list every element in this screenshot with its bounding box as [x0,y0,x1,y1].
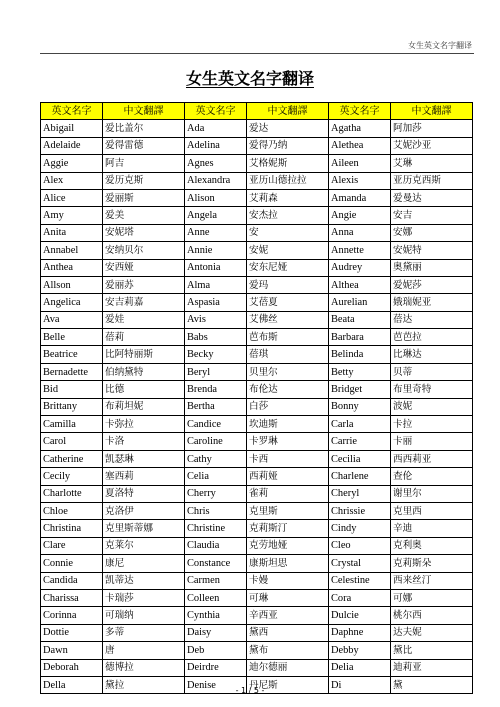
chinese-translation-cell: 蓓琪 [247,346,329,363]
chinese-translation-cell: 阿加莎 [391,120,473,137]
english-name-cell: Alma [185,276,247,293]
english-name-cell: Annie [185,242,247,259]
chinese-translation-cell: 蓓莉 [103,329,185,346]
english-name-cell: Cindy [329,520,391,537]
english-name-cell: Carla [329,416,391,433]
table-row [41,537,473,554]
english-name-cell: Barbara [329,329,391,346]
chinese-translation-cell: 多蒂 [103,624,185,641]
english-name-cell: Alison [185,189,247,206]
table-row [41,259,473,276]
table-row [41,120,473,137]
chinese-translation-cell: 克莱尔 [103,537,185,554]
chinese-translation-cell: 可瑞纳 [103,607,185,624]
table-row [41,294,473,311]
chinese-translation-cell: 克莉斯汀 [247,520,329,537]
english-name-cell: Aspasia [185,294,247,311]
chinese-translation-cell: 卡弥拉 [103,416,185,433]
chinese-translation-cell: 白莎 [247,398,329,415]
chinese-translation-cell: 布伦达 [247,381,329,398]
english-name-cell: Daphne [329,624,391,641]
table-header-row [41,103,473,120]
table-row [41,642,473,659]
english-name-cell: Abigail [41,120,103,137]
chinese-translation-cell: 克里西 [391,502,473,519]
chinese-translation-cell: 安西娅 [103,259,185,276]
english-name-cell: Brittany [41,398,103,415]
english-name-cell: Bid [41,381,103,398]
english-name-cell: Beryl [185,363,247,380]
chinese-translation-cell: 比琳达 [391,346,473,363]
table-row [41,172,473,189]
english-name-cell: Alexandra [185,172,247,189]
table-row [41,381,473,398]
english-name-cell: Catherine [41,450,103,467]
table-row [41,502,473,519]
table-row [41,155,473,172]
english-name-cell: Dulcie [329,607,391,624]
english-name-cell: Annette [329,242,391,259]
chinese-translation-cell: 艾琳 [391,155,473,172]
table-row [41,520,473,537]
chinese-translation-cell: 谢里尔 [391,485,473,502]
chinese-translation-cell: 亚历克西斯 [391,172,473,189]
chinese-translation-cell: 黛拉 [103,676,185,693]
column-header: 英文名字 [41,103,103,120]
chinese-translation-cell: 阿吉 [103,155,185,172]
english-name-cell: Anna [329,224,391,241]
english-name-cell: Aileen [329,155,391,172]
table-row [41,329,473,346]
english-name-cell: Angie [329,207,391,224]
chinese-translation-cell: 辛迪 [391,520,473,537]
english-name-cell: Corinna [41,607,103,624]
chinese-translation-cell: 克里斯 [247,502,329,519]
chinese-translation-cell: 康斯坦思 [247,555,329,572]
english-name-cell: Camilla [41,416,103,433]
chinese-translation-cell: 安 [247,224,329,241]
table-row [41,555,473,572]
chinese-translation-cell: 查伦 [391,468,473,485]
english-name-cell: Becky [185,346,247,363]
english-name-cell: Carrie [329,433,391,450]
chinese-translation-cell: 黛比 [391,642,473,659]
english-name-cell: Anita [41,224,103,241]
english-name-cell: Angelica [41,294,103,311]
chinese-translation-cell: 爱美 [103,207,185,224]
english-name-cell: Dottie [41,624,103,641]
chinese-translation-cell: 可琳 [247,589,329,606]
header-rule [40,53,474,54]
english-name-cell: Charissa [41,589,103,606]
chinese-translation-cell: 爱曼达 [391,189,473,206]
english-name-cell: Bonny [329,398,391,415]
english-name-cell: Cherry [185,485,247,502]
english-name-cell: Celia [185,468,247,485]
english-name-cell: Charlene [329,468,391,485]
english-name-cell: Candida [41,572,103,589]
english-name-cell: Annabel [41,242,103,259]
chinese-translation-cell: 卡拉 [391,416,473,433]
chinese-translation-cell: 伯纳黛特 [103,363,185,380]
table-row [41,346,473,363]
chinese-translation-cell: 克利奥 [391,537,473,554]
english-name-cell: Betty [329,363,391,380]
chinese-translation-cell: 蓓达 [391,311,473,328]
chinese-translation-cell: 安吉 [391,207,473,224]
english-name-cell: Brenda [185,381,247,398]
english-name-cell: Cecily [41,468,103,485]
chinese-translation-cell: 卡罗琳 [247,433,329,450]
chinese-translation-cell: 亚历山德拉拉 [247,172,329,189]
english-name-cell: Cheryl [329,485,391,502]
chinese-translation-cell: 康尼 [103,555,185,572]
english-name-cell: Beata [329,311,391,328]
table-row [41,416,473,433]
table-row [41,589,473,606]
chinese-translation-cell: 克劳地娅 [247,537,329,554]
english-name-cell: Althea [329,276,391,293]
column-header: 英文名字 [185,103,247,120]
names-table [40,102,473,694]
chinese-translation-cell: 凯瑟琳 [103,450,185,467]
table-row [41,572,473,589]
english-name-cell: Debby [329,642,391,659]
chinese-translation-cell: 艾莉森 [247,189,329,206]
english-name-cell: Adelina [185,137,247,154]
table-row [41,450,473,467]
chinese-translation-cell: 安东尼娅 [247,259,329,276]
chinese-translation-cell: 比德 [103,381,185,398]
english-name-cell: Claudia [185,537,247,554]
english-name-cell: Christina [41,520,103,537]
chinese-translation-cell: 唐 [103,642,185,659]
english-name-cell: Bertha [185,398,247,415]
chinese-translation-cell: 凯蒂达 [103,572,185,589]
english-name-cell: Deb [185,642,247,659]
chinese-translation-cell: 安娜 [391,224,473,241]
chinese-translation-cell: 爱得雷德 [103,137,185,154]
page-header-title: 女生英文名字翻译 [408,41,472,50]
chinese-translation-cell: 德博拉 [103,659,185,676]
chinese-translation-cell: 爱得乃纳 [247,137,329,154]
english-name-cell: Anne [185,224,247,241]
english-name-cell: Chrissie [329,502,391,519]
chinese-translation-cell: 比阿特丽斯 [103,346,185,363]
table-row [41,398,473,415]
chinese-translation-cell: 黛西 [247,624,329,641]
english-name-cell: Alex [41,172,103,189]
english-name-cell: Clare [41,537,103,554]
english-name-cell: Cecilia [329,450,391,467]
chinese-translation-cell: 安妮塔 [103,224,185,241]
chinese-translation-cell: 辛西亚 [247,607,329,624]
chinese-translation-cell: 西西莉亚 [391,450,473,467]
table-row [41,433,473,450]
chinese-translation-cell: 安杰拉 [247,207,329,224]
chinese-translation-cell: 安妮特 [391,242,473,259]
english-name-cell: Bernadette [41,363,103,380]
chinese-translation-cell: 娥瑞妮亚 [391,294,473,311]
english-name-cell: Chloe [41,502,103,519]
english-name-cell: Christine [185,520,247,537]
english-name-cell: Crystal [329,555,391,572]
english-name-cell: Agnes [185,155,247,172]
english-name-cell: Alexis [329,172,391,189]
english-name-cell: Denise [185,676,247,693]
english-name-cell: Belle [41,329,103,346]
english-name-cell: Amy [41,207,103,224]
chinese-translation-cell: 克里斯蒂娜 [103,520,185,537]
english-name-cell: Audrey [329,259,391,276]
english-name-cell: Colleen [185,589,247,606]
chinese-translation-cell: 奥黛丽 [391,259,473,276]
chinese-translation-cell: 黛布 [247,642,329,659]
chinese-translation-cell: 黛 [391,676,473,693]
chinese-translation-cell: 夏洛特 [103,485,185,502]
english-name-cell: Charlotte [41,485,103,502]
english-name-cell: Carol [41,433,103,450]
english-name-cell: Caroline [185,433,247,450]
chinese-translation-cell: 爱比盖尔 [103,120,185,137]
english-name-cell: Alethea [329,137,391,154]
table-row [41,189,473,206]
english-name-cell: Angela [185,207,247,224]
chinese-translation-cell: 艾佛丝 [247,311,329,328]
chinese-translation-cell: 克莉斯朵 [391,555,473,572]
english-name-cell: Amanda [329,189,391,206]
english-name-cell: Daisy [185,624,247,641]
english-name-cell: Di [329,676,391,693]
english-name-cell: Antonia [185,259,247,276]
table-row [41,624,473,641]
english-name-cell: Allson [41,276,103,293]
page-number: - 1 / 5 - [235,686,265,695]
english-name-cell: Alice [41,189,103,206]
chinese-translation-cell: 爱丽斯 [103,189,185,206]
chinese-translation-cell: 布莉坦妮 [103,398,185,415]
table-row [41,242,473,259]
column-header: 中文翻譯 [247,103,329,120]
table-row [41,311,473,328]
english-name-cell: Anthea [41,259,103,276]
chinese-translation-cell: 坎迪斯 [247,416,329,433]
english-name-cell: Cora [329,589,391,606]
chinese-translation-cell: 西来丝汀 [391,572,473,589]
chinese-translation-cell: 卡瑞莎 [103,589,185,606]
english-name-cell: Chris [185,502,247,519]
chinese-translation-cell: 克洛伊 [103,502,185,519]
column-header: 英文名字 [329,103,391,120]
english-name-cell: Celestine [329,572,391,589]
chinese-translation-cell: 卡西 [247,450,329,467]
chinese-translation-cell: 安妮 [247,242,329,259]
english-name-cell: Ava [41,311,103,328]
english-name-cell: Cathy [185,450,247,467]
column-header: 中文翻譯 [103,103,185,120]
english-name-cell: Belinda [329,346,391,363]
chinese-translation-cell: 达夫妮 [391,624,473,641]
chinese-translation-cell: 艾格妮斯 [247,155,329,172]
chinese-translation-cell: 迪莉亚 [391,659,473,676]
english-name-cell: Delia [329,659,391,676]
chinese-translation-cell: 贝里尔 [247,363,329,380]
english-name-cell: Constance [185,555,247,572]
english-name-cell: Beatrice [41,346,103,363]
english-name-cell: Ada [185,120,247,137]
english-name-cell: Agatha [329,120,391,137]
chinese-translation-cell: 西莉娅 [247,468,329,485]
english-name-cell: Adelaide [41,137,103,154]
column-header: 中文翻譯 [391,103,473,120]
english-name-cell: Deirdre [185,659,247,676]
english-name-cell: Dawn [41,642,103,659]
table-row [41,137,473,154]
english-name-cell: Deborah [41,659,103,676]
english-name-cell: Candice [185,416,247,433]
table-row [41,224,473,241]
chinese-translation-cell: 爱妮莎 [391,276,473,293]
chinese-translation-cell: 爱达 [247,120,329,137]
chinese-translation-cell: 卡嫚 [247,572,329,589]
chinese-translation-cell: 卡丽 [391,433,473,450]
english-name-cell: Cleo [329,537,391,554]
table-row [41,607,473,624]
english-name-cell: Carmen [185,572,247,589]
chinese-translation-cell: 芭芭拉 [391,329,473,346]
english-name-cell: Avis [185,311,247,328]
chinese-translation-cell: 艾蓓夏 [247,294,329,311]
english-name-cell: Aggie [41,155,103,172]
table-row [41,468,473,485]
chinese-translation-cell: 爱玛 [247,276,329,293]
chinese-translation-cell: 安吉莉嘉 [103,294,185,311]
table-row [41,276,473,293]
document-title: 女生英文名字翻译 [185,69,314,88]
table-row [41,207,473,224]
table-row [41,485,473,502]
chinese-translation-cell: 波妮 [391,398,473,415]
chinese-translation-cell: 可娜 [391,589,473,606]
chinese-translation-cell: 迪尔德丽 [247,659,329,676]
chinese-translation-cell: 安纳贝尔 [103,242,185,259]
chinese-translation-cell: 爱丽苏 [103,276,185,293]
english-name-cell: Aurelian [329,294,391,311]
english-name-cell: Babs [185,329,247,346]
chinese-translation-cell: 丹尼斯 [247,676,329,693]
chinese-translation-cell: 贝蒂 [391,363,473,380]
chinese-translation-cell: 塞西莉 [103,468,185,485]
table-body [41,120,473,694]
english-name-cell: Della [41,676,103,693]
english-name-cell: Bridget [329,381,391,398]
chinese-translation-cell: 爱历克斯 [103,172,185,189]
chinese-translation-cell: 布里奇特 [391,381,473,398]
chinese-translation-cell: 桃尔西 [391,607,473,624]
chinese-translation-cell: 芭布斯 [247,329,329,346]
english-name-cell: Connie [41,555,103,572]
chinese-translation-cell: 卡洛 [103,433,185,450]
chinese-translation-cell: 爱娃 [103,311,185,328]
chinese-translation-cell: 雀莉 [247,485,329,502]
table-row [41,363,473,380]
english-name-cell: Cynthia [185,607,247,624]
chinese-translation-cell: 艾妮沙亚 [391,137,473,154]
table-row [41,659,473,676]
